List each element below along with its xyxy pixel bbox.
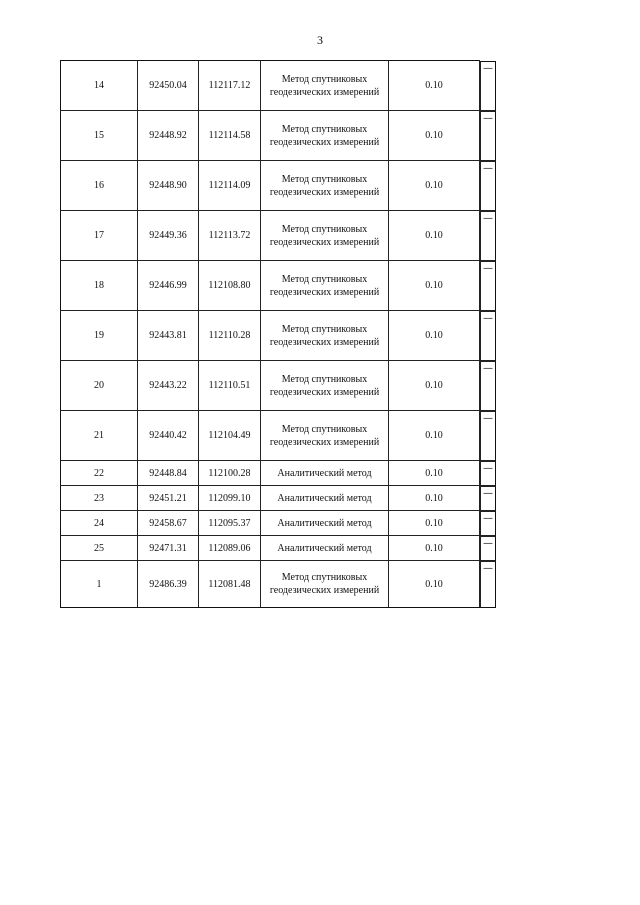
cell-method: Метод спутниковых геодезических измерений — [261, 161, 389, 211]
cell-y-coordinate: 112081.48 — [199, 561, 261, 608]
cell-method: Метод спутниковых геодезических измерений — [261, 561, 389, 608]
cell-method: Метод спутниковых геодезических измерений — [261, 311, 389, 361]
cell-x-coordinate: 92448.84 — [138, 461, 199, 486]
table-row — [61, 111, 596, 161]
cell-x-coordinate: 92440.42 — [138, 411, 199, 461]
cell-point-number: 24 — [61, 511, 138, 536]
cell-note: — — [480, 111, 496, 161]
cell-point-number: 14 — [61, 61, 138, 111]
cell-y-coordinate: 112117.12 — [199, 61, 261, 111]
cell-accuracy: 0.10 — [389, 211, 480, 261]
cell-y-coordinate: 112110.51 — [199, 361, 261, 411]
cell-note: — — [480, 511, 496, 536]
cell-point-number: 1 — [61, 561, 138, 608]
table-row — [61, 161, 596, 211]
cell-x-coordinate: 92451.21 — [138, 486, 199, 511]
cell-method: Метод спутниковых геодезических измерений — [261, 111, 389, 161]
cell-x-coordinate: 92486.39 — [138, 561, 199, 608]
cell-accuracy: 0.10 — [389, 461, 480, 486]
table-row — [61, 411, 596, 461]
cell-note: — — [480, 486, 496, 511]
cell-accuracy: 0.10 — [389, 411, 480, 461]
cell-note: — — [480, 561, 496, 608]
table-row — [61, 561, 596, 608]
cell-point-number: 25 — [61, 536, 138, 561]
table-row — [61, 536, 596, 561]
cell-note: — — [480, 536, 496, 561]
table-row — [61, 511, 596, 536]
cell-point-number: 19 — [61, 311, 138, 361]
cell-y-coordinate: 112099.10 — [199, 486, 261, 511]
cell-x-coordinate: 92449.36 — [138, 211, 199, 261]
cell-accuracy: 0.10 — [389, 486, 480, 511]
table-row — [61, 361, 596, 411]
cell-x-coordinate: 92446.99 — [138, 261, 199, 311]
cell-y-coordinate: 112104.49 — [199, 411, 261, 461]
cell-accuracy: 0.10 — [389, 261, 480, 311]
cell-method: Аналитический метод — [261, 486, 389, 511]
cell-method: Метод спутниковых геодезических измерений — [261, 61, 389, 111]
page-number: 3 — [317, 33, 323, 47]
cell-note: — — [480, 261, 496, 311]
cell-accuracy: 0.10 — [389, 111, 480, 161]
cell-note: — — [480, 411, 496, 461]
cell-method: Метод спутниковых геодезических измерений — [261, 411, 389, 461]
cell-method: Аналитический метод — [261, 536, 389, 561]
cell-point-number: 16 — [61, 161, 138, 211]
cell-x-coordinate: 92450.04 — [138, 61, 199, 111]
cell-y-coordinate: 112114.58 — [199, 111, 261, 161]
cell-accuracy: 0.10 — [389, 161, 480, 211]
table-row — [61, 61, 596, 111]
cell-note: — — [480, 361, 496, 411]
cell-point-number: 21 — [61, 411, 138, 461]
cell-x-coordinate: 92448.92 — [138, 111, 199, 161]
cell-accuracy: 0.10 — [389, 561, 480, 608]
table-row — [61, 311, 596, 361]
cell-y-coordinate: 112113.72 — [199, 211, 261, 261]
coordinates-table — [60, 60, 596, 608]
cell-accuracy: 0.10 — [389, 61, 480, 111]
cell-point-number: 18 — [61, 261, 138, 311]
cell-y-coordinate: 112100.28 — [199, 461, 261, 486]
cell-point-number: 22 — [61, 461, 138, 486]
table-row — [61, 461, 596, 486]
cell-method: Метод спутниковых геодезических измерений — [261, 211, 389, 261]
coordinates-table-body — [61, 61, 596, 608]
cell-x-coordinate: 92471.31 — [138, 536, 199, 561]
cell-y-coordinate: 112095.37 — [199, 511, 261, 536]
cell-note: — — [480, 61, 496, 111]
cell-method: Метод спутниковых геодезических измерений — [261, 361, 389, 411]
cell-method: Аналитический метод — [261, 511, 389, 536]
table-row — [61, 486, 596, 511]
cell-y-coordinate: 112110.28 — [199, 311, 261, 361]
cell-point-number: 20 — [61, 361, 138, 411]
cell-x-coordinate: 92458.67 — [138, 511, 199, 536]
cell-point-number: 17 — [61, 211, 138, 261]
cell-accuracy: 0.10 — [389, 536, 480, 561]
cell-point-number: 15 — [61, 111, 138, 161]
table-row — [61, 211, 596, 261]
cell-x-coordinate: 92443.22 — [138, 361, 199, 411]
cell-x-coordinate: 92443.81 — [138, 311, 199, 361]
cell-accuracy: 0.10 — [389, 311, 480, 361]
cell-accuracy: 0.10 — [389, 511, 480, 536]
cell-note: — — [480, 161, 496, 211]
cell-x-coordinate: 92448.90 — [138, 161, 199, 211]
cell-note: — — [480, 311, 496, 361]
cell-y-coordinate: 112089.06 — [199, 536, 261, 561]
cell-note: — — [480, 461, 496, 486]
cell-method: Аналитический метод — [261, 461, 389, 486]
table-row — [61, 261, 596, 311]
cell-point-number: 23 — [61, 486, 138, 511]
cell-note: — — [480, 211, 496, 261]
cell-y-coordinate: 112114.09 — [199, 161, 261, 211]
cell-method: Метод спутниковых геодезических измерений — [261, 261, 389, 311]
cell-y-coordinate: 112108.80 — [199, 261, 261, 311]
cell-accuracy: 0.10 — [389, 361, 480, 411]
